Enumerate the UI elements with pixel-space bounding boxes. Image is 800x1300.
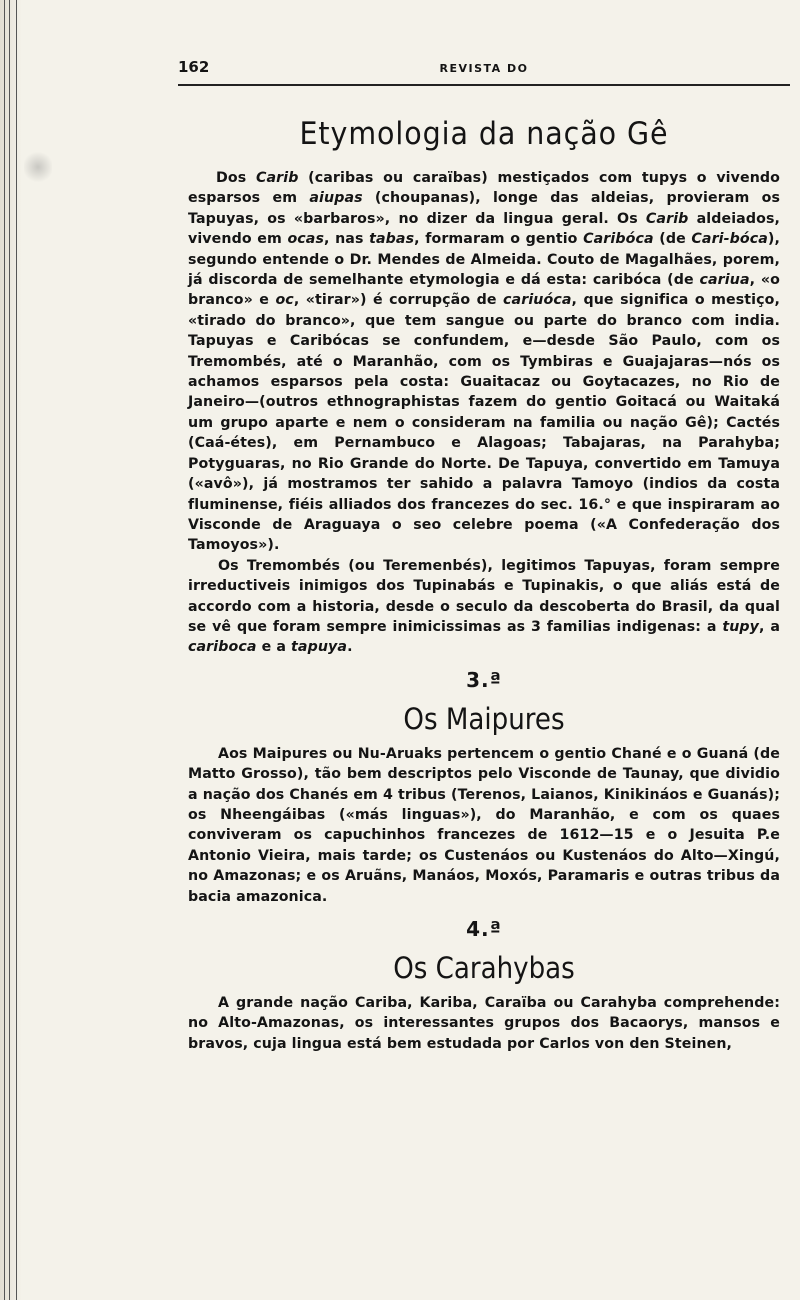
paragraph: Aos Maipures ou Nu-Aruaks pertencem o gentio Chané e o Guaná (de Matto Grosso), tão bem descriptos pelo Visconde de Taunay, que dividio a nação dos Chanés em 4 tribus (Terenos, Laianos, Kinikináos e Guanás); os Nheengáibas («más linguas»), do Maranhão, e com os quaes conviveram os capuchinhos francezes de 1612—15 e o Jesuita P.e Antonio Vieira, mais tarde; os Custenáos ou Kustenáos do Alto—Xingú, no Amazonas; e os Aruãns, Manáos, Moxós, Paramaris e outras tribus da bacia amazonica. [188,745,780,905]
italic-term: Cari-bóca [691,231,768,248]
spine-line [16,0,17,1300]
italic-term: ocas [287,231,325,248]
italic-term: cariuóca [503,292,572,309]
article-title: Etymologia da nação Gê [299,116,669,152]
italic-term: aiupas [309,190,363,207]
section-number: 4.ª [466,917,502,941]
spine-line [4,0,5,1300]
sections [188,668,780,1054]
spine-line [9,0,10,1300]
italic-term: tabas [369,231,415,248]
article-body [188,168,780,658]
book-spine-shadow [0,0,22,1300]
italic-term: cariua [699,272,750,289]
section-title: Os Maipures [403,701,565,736]
italic-term: Carib [645,210,689,227]
paragraph: Os Tremombés (ou Teremenbés), legitimos Tapuyas, foram sempre irreductiveis inimigos dos Tupinabás e Tupinakis, o que aliás está de accordo com a historia, desde o seculo da descoberta do Brasil, da qual se vê que foram sempre inimicissimas as 3 familias indigenas: a tupy, a cariboca e a tapuya. [188,557,781,656]
italic-term: cariboca [188,639,257,656]
header-rule [178,84,790,86]
section-title: Os Carahybas [393,951,575,985]
print-smudge [24,150,52,184]
paragraph: Dos Carib (caribas ou caraïbas) mestiçados com tupys o vivendo esparsos em aiupas (choupanas), longe das aldeias, provieram os Tapuyas, os «barbaros», no dizer da lingua geral. Os Carib aldeiados, vivendo em ocas, nas tabas, formaram o gentio Caribóca (de Cari-bóca), segundo entende o Dr. Mendes de Almeida. Couto de Magalhães, porem, já discorda de semelhante etymologia e dá esta: caribóca (de cariua, «o branco» e oc, «tirar») é corrupção de cariuóca, que significa o mestiço, «tirado do branco», que tem sangue ou parte do branco com india. Tapuyas e Caribócas se confundem, e—desde São Paulo, com os Tremombés, até o Maranhão, com os Tymbiras e Guajajaras—nós os achamos esparsos pela costa: Guaitacaz ou Goytacazes, no Rio de Janeiro—(outros ethnographistas fazem do gentio Goitacá ou Waitaká um grupo aparte e nem o consideram na familia ou nação Gê); Cactés (Caá-étes), em Pernambuco e Alagoas; Tabajaras, na Parahyba; Potyguaras, no Rio Grande do Norte. De Tapuya, convertido em Tamuya («avô»), já mostramos ter sahido a palavra Tamoyo (indios da costa fluminense, fiéis alliados dos francezes do sec. 16.° e que inspiraram ao Visconde de Araguaya o seo celebre poema («A Confederação dos Tamoyos»). [188,170,781,554]
page-content [178,58,781,1054]
paragraph: A grande nação Cariba, Kariba, Caraïba ou Carahyba comprehende: no Alto-Amazonas, os interessantes grupos dos Bacaorys, mansos e bravos, cuja lingua está bem estudada por Carlos von den Steinen, [188,995,780,1052]
italic-term: tupy [722,618,760,635]
italic-term: Carib [255,170,299,186]
journal-title: REVISTA DO [439,62,529,75]
italic-term: Caribóca [583,231,654,248]
section-number: 3.ª [466,667,502,692]
italic-term: oc [275,292,294,309]
running-header [178,58,780,84]
page-number: 162 [178,58,210,76]
italic-term: tapuya [291,639,348,656]
